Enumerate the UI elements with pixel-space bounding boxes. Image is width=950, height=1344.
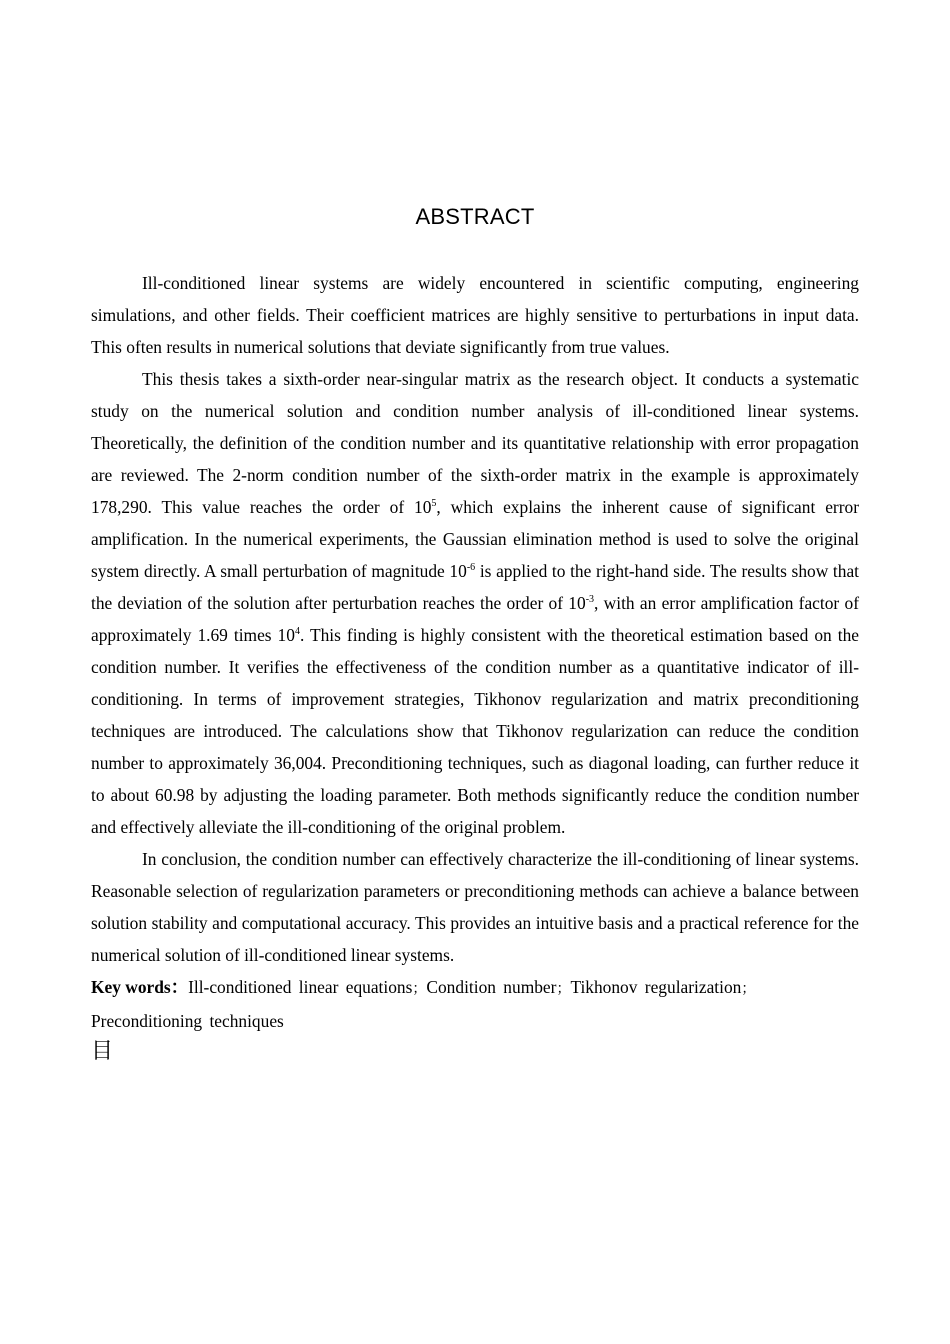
exponent: 4 bbox=[294, 626, 300, 638]
keyword-separator: ； bbox=[556, 981, 571, 997]
keywords-line bbox=[91, 971, 859, 1037]
keyword-separator: ； bbox=[741, 981, 756, 997]
keyword-separator: ； bbox=[412, 981, 427, 997]
abstract-paragraph-1: Ill-conditioned linear systems are widely encountered in scientific computing, engineering simulations, and other fields. Their coefficient matrices are highly sensitive to perturbations in input data. This often results in numerical solutions that deviate significantly from true values. bbox=[91, 273, 859, 357]
toc-heading: 目 bbox=[91, 1039, 114, 1064]
keyword-item: Preconditioning techniques bbox=[91, 1011, 284, 1031]
paragraph-text: This thesis takes a sixth-order near-singular matrix as the research object. It conducts a systematic study on the numerical solution and condition number analysis of ill-conditioned linear systems. Theoretically, the definition of the condition number and its quantitative relationship with error propagation are reviewed. The 2-norm condition number of the sixth-order matrix in the example is approximately 178,290. This value reaches the order of 10 bbox=[91, 369, 859, 517]
paragraph-text: , which explains the inherent cause of significant error amplification. In the numerical experiments, the Gaussian elimination method is used to solve the original system directly. A small perturbation of magnitude 10 bbox=[91, 497, 859, 581]
exponent: -3 bbox=[585, 594, 595, 606]
abstract-title: ABSTRACT bbox=[415, 204, 535, 229]
keywords-label: Key words： bbox=[91, 977, 189, 997]
abstract-body bbox=[91, 267, 859, 1067]
keyword-item: Tikhonov regularization bbox=[570, 977, 742, 997]
abstract-paragraph-2 bbox=[91, 363, 859, 843]
paragraph-text: . This finding is highly consistent with the theoretical estimation based on the condition number. It verifies the effectiveness of the condition number as a quantitative indicator of ill-conditioning. In terms of improvement strategies, Tikhonov regularization and matrix preconditioning techniques are introduced. The calculations show that Tikhonov regularization can reduce the condition number to approximately 36,004. Preconditioning techniques, such as diagonal loading, can further reduce it to about 60.98 by adjusting the loading parameter. Both methods significantly reduce the condition number and effectively alleviate the ill-conditioning of the original problem. bbox=[91, 625, 859, 837]
keyword-item: Condition number bbox=[426, 977, 557, 997]
exponent: 5 bbox=[431, 498, 437, 510]
paragraph-text: , with an error amplification factor of approximately 1.69 times 10 bbox=[91, 593, 859, 645]
keyword-item: Ill-conditioned linear equations bbox=[188, 977, 413, 997]
abstract-paragraph-3: In conclusion, the condition number can effectively characterize the ill-conditioning of linear systems. Reasonable selection of regularization parameters or preconditioning methods can achieve a balance between solution stability and computational accuracy. This provides an intuitive basis and a practical reference for the numerical solution of ill-conditioned linear systems. bbox=[91, 849, 859, 965]
exponent: -6 bbox=[466, 562, 476, 574]
paragraph-text: is applied to the right-hand side. The results show that the deviation of the solution after perturbation reaches the order of 10 bbox=[91, 561, 860, 613]
